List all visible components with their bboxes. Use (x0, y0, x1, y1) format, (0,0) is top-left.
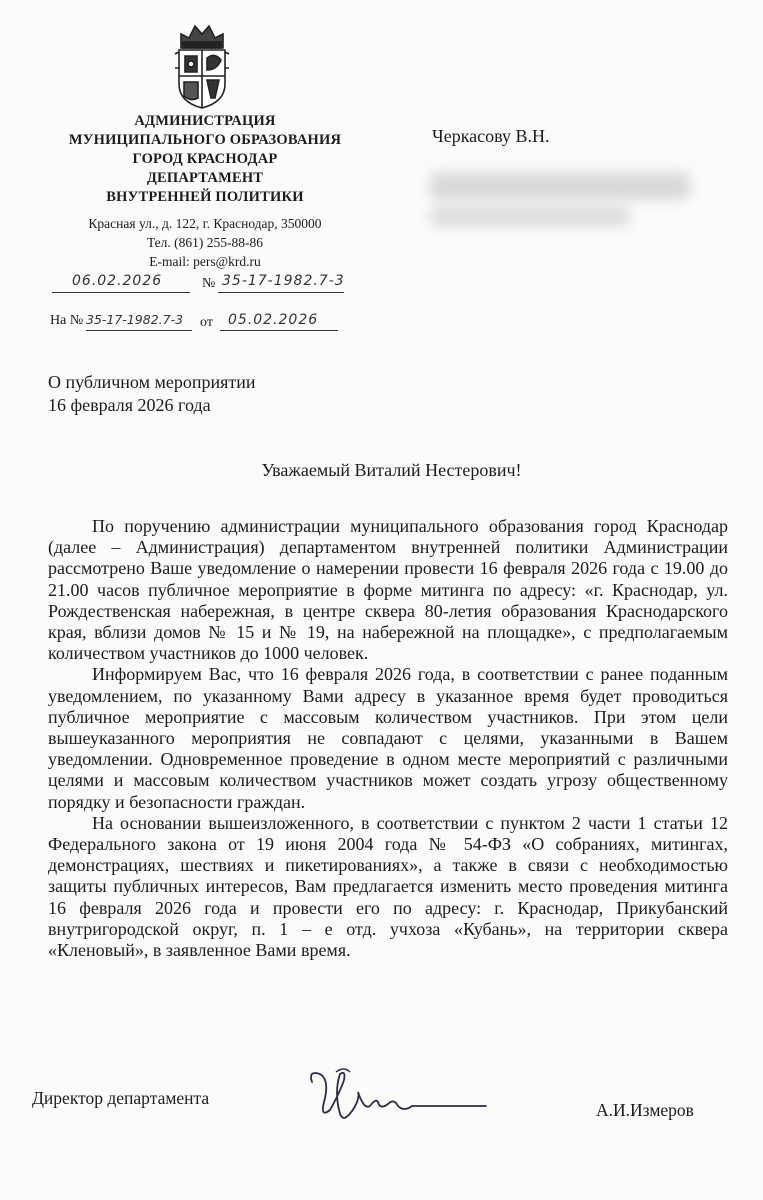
greeting: Уважаемый Виталий Нестерович! (261, 460, 522, 480)
paragraph: Информируем Вас, что 16 февраля 2026 года, в соответствии с ранее поданным уведомлением, по указанному Вами адресу в указанное время будет проводиться публичное мероприятие с массовым количеством участников. При этом цели вышеуказанного мероприятия не совпадают с целями, указанными в Вашем уведомлении. Одновременное проведение в одном месте мероприятий с различными целями и массовым количеством участников может создать угрозу общественному порядку и безопасности граждан. (48, 664, 728, 812)
address: Красная ул., д. 122, г. Краснодар, 350000 (88, 216, 322, 231)
reference-label: На № (50, 313, 84, 328)
org-line: АДМИНИСТРАЦИЯ (134, 113, 276, 129)
org-line: ВНУТРЕННЕЙ ПОЛИТИКИ (106, 189, 304, 205)
coat-of-arms-icon (169, 18, 235, 112)
redacted-address (430, 172, 690, 200)
paragraph: На основании вышеизложенного, в соответствии с пунктом 2 части 1 статьи 12 Федерального закона от 19 июня 2004 года № 54-ФЗ «О собраниях, митингах, демонстрациях, шествиях и пикетированиях», а также в связи с необходимостью защиты публичных интересов, Вам предлагается изменить место проведения митинга 16 февраля 2026 года и провести его по адресу: г. Краснодар, Прикубанский внутригородской округ, п. 1 – е отд. учхоза «Кубань», на территории сквера «Кленовый», в заявленное Вами время. (48, 812, 728, 961)
subject (48, 371, 256, 417)
handwritten-signature-icon (300, 1062, 490, 1134)
subject-line: 16 февраля 2026 года (48, 395, 211, 415)
reference-date-underline (220, 330, 338, 331)
reference-from-label: от (200, 315, 213, 330)
reference-number: 35-17-1982.7-3 (86, 312, 184, 327)
date-underline (52, 292, 190, 293)
outgoing-date: 06.02.2026 (72, 273, 163, 289)
organization-contacts (40, 214, 370, 271)
recipient-name: Черкасову В.Н. (432, 126, 550, 146)
letter-body (48, 516, 728, 961)
reference-number-underline (86, 330, 192, 331)
paragraph: По поручению администрации муниципального образования город Краснодар (далее – Администрация) департаментом внутренней политики Администрации рассмотрено Ваше уведомление о намерении провести 16 февраля 2026 года с 19.00 до 21.00 часов публичное мероприятие в форме митинга по адресу: «г. Краснодар, ул. Рождественская набережная, в центре сквера 80-летия образования Краснодарского края, вблизи домов № 15 и № 19, на набережной на площадке», с предполагаемым количеством участников до 1000 человек. (48, 516, 728, 664)
email: E-mail: pers@krd.ru (149, 254, 261, 269)
phone: Тел. (861) 255-88-86 (146, 235, 264, 250)
signer-name: А.И.Измеров (596, 1100, 694, 1120)
subject-line: О публичном мероприятии (48, 372, 256, 392)
organization-header (40, 112, 370, 207)
org-line: МУНИЦИПАЛЬНОГО ОБРАЗОВАНИЯ (68, 132, 342, 148)
number-label: № (202, 276, 216, 291)
org-line: ДЕПАРТАМЕНТ (146, 170, 264, 186)
outgoing-number: 35-17-1982.7-3 (222, 273, 345, 289)
number-underline (218, 292, 344, 293)
signer-role: Директор департамента (32, 1088, 210, 1108)
reference-date: 05.02.2026 (228, 312, 319, 328)
org-line: ГОРОД КРАСНОДАР (132, 151, 278, 167)
redacted-address-line2 (430, 205, 630, 227)
